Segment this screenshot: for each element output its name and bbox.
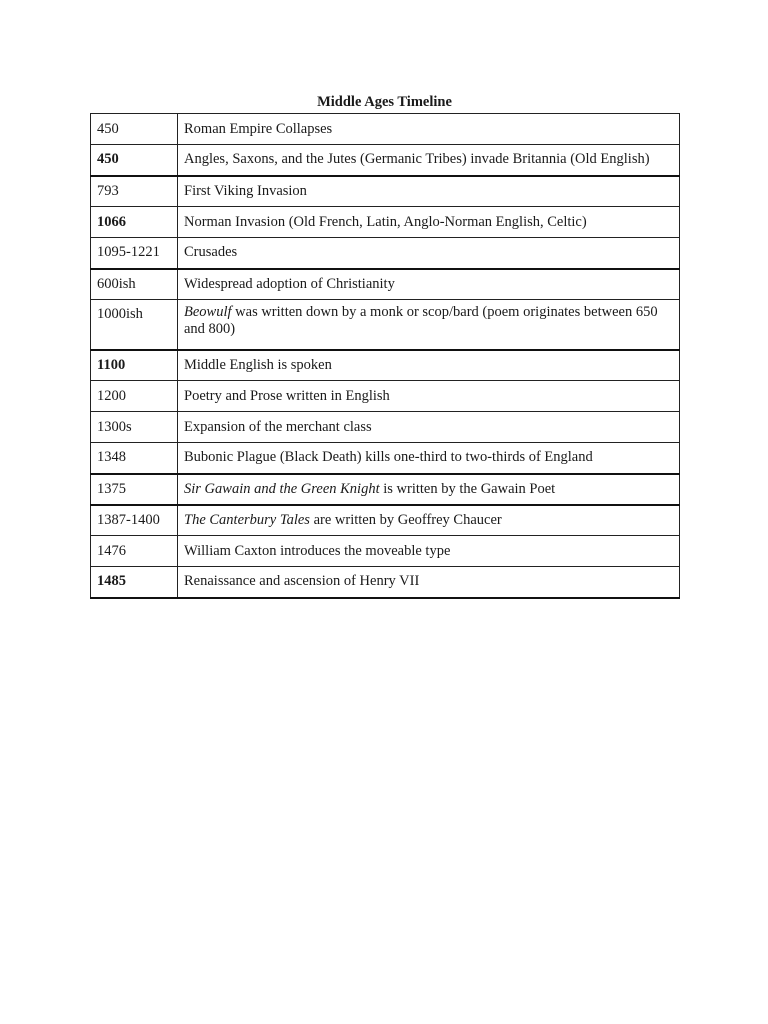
table-row: [91, 300, 680, 350]
event-cell: Expansion of the merchant class: [178, 412, 680, 443]
year-cell: 1387-1400: [91, 505, 178, 536]
timeline-table: [90, 113, 680, 599]
work-title: Beowulf: [184, 304, 232, 320]
event-cell: Widespread adoption of Christianity: [178, 269, 680, 300]
table-row: [91, 114, 680, 145]
event-cell: Renaissance and ascension of Henry VII: [178, 567, 680, 598]
table-row: [91, 269, 680, 300]
table-row: [91, 350, 680, 381]
event-cell: Poetry and Prose written in English: [178, 381, 680, 412]
year-cell: 1348: [91, 443, 178, 474]
event-cell: Middle English is spoken: [178, 350, 680, 381]
table-row: [91, 443, 680, 474]
document-title: Middle Ages Timeline: [317, 94, 452, 110]
table-row: [91, 207, 680, 238]
year-cell: 1100: [91, 350, 178, 381]
event-cell: Crusades: [178, 238, 680, 269]
event-cell: Angles, Saxons, and the Jutes (Germanic Tribes) invade Britannia (Old English): [178, 145, 680, 176]
work-title: The Canterbury Tales: [184, 511, 310, 528]
year-cell: 1485: [91, 567, 178, 598]
event-cell: First Viking Invasion: [178, 176, 680, 207]
event-text: are written by Geoffrey Chaucer: [309, 511, 502, 528]
year-cell: 600ish: [91, 269, 178, 300]
event-cell: William Caxton introduces the moveable type: [178, 536, 680, 567]
year-cell: 1200: [91, 381, 178, 412]
table-row: [91, 474, 680, 505]
year-cell: 1000ish: [91, 300, 178, 350]
table-row: [91, 505, 680, 536]
event-cell: Norman Invasion (Old French, Latin, Anglo-Norman English, Celtic): [178, 207, 680, 238]
event-cell: [178, 505, 680, 536]
year-cell: 1066: [91, 207, 178, 238]
table-row: [91, 176, 680, 207]
table-row: [91, 381, 680, 412]
table-row: [91, 145, 680, 176]
table-row: [91, 238, 680, 269]
event-cell: [178, 474, 680, 505]
year-cell: 1476: [91, 536, 178, 567]
year-cell: 793: [91, 176, 178, 207]
table-row: [91, 412, 680, 443]
year-cell: 1095-1221: [91, 238, 178, 269]
event-text: was written down by a monk or scop/bard (poem originates between 650 and 800): [184, 304, 658, 337]
work-title: Sir Gawain and the Green Knight: [184, 480, 380, 497]
table-row: [91, 567, 680, 598]
event-text: is written by the Gawain Poet: [379, 480, 556, 497]
year-cell: 450: [91, 145, 178, 176]
year-cell: 450: [91, 114, 178, 145]
year-cell: 1300s: [91, 412, 178, 443]
table-row: [91, 536, 680, 567]
event-cell: Bubonic Plague (Black Death) kills one-third to two-thirds of England: [178, 443, 680, 474]
event-cell: Roman Empire Collapses: [178, 114, 680, 145]
year-cell: 1375: [91, 474, 178, 505]
event-cell: [178, 300, 680, 350]
